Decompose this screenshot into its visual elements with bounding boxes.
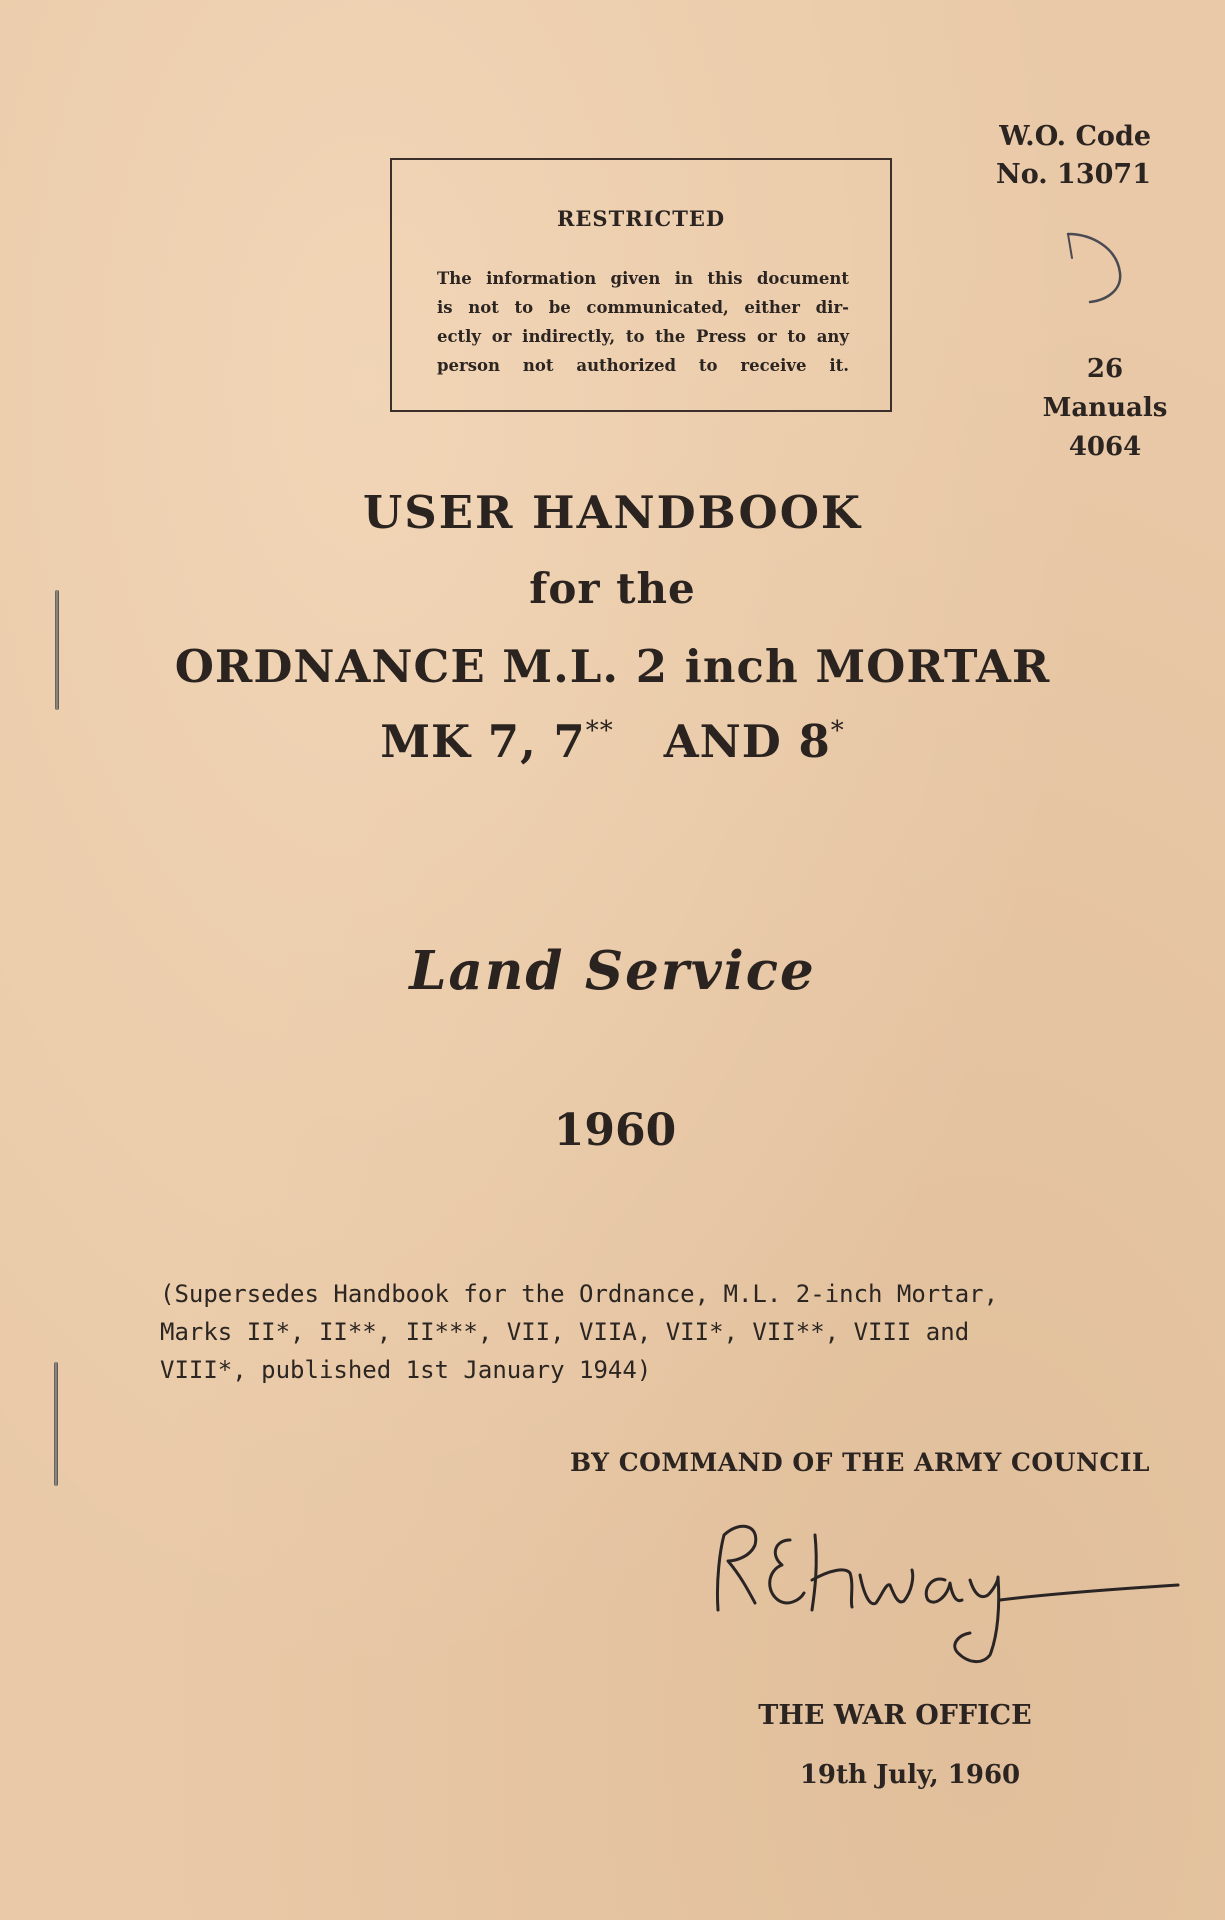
restricted-line: The information given in this document xyxy=(437,269,849,288)
subtitle: Land Service xyxy=(409,940,816,1002)
supersedes-line: Marks II*, II**, II***, VII, VIIA, VII*, VII**, VIII and xyxy=(160,1318,970,1346)
issue-date: 19th July, 1960 xyxy=(799,1760,1021,1790)
title-and-sup: * xyxy=(830,716,845,746)
wo-code-number: No. 13071 xyxy=(996,159,1151,190)
staple-bottom xyxy=(54,1362,58,1486)
signature xyxy=(700,1495,1200,1695)
manuals-block xyxy=(1030,350,1180,467)
restricted-line: person not authorized to receive it. xyxy=(437,356,849,375)
publication-year: 1960 xyxy=(553,1105,677,1156)
title-line-2: for the xyxy=(529,564,696,613)
issuer: THE WAR OFFICE xyxy=(758,1700,1032,1731)
title-line-4 xyxy=(0,715,1225,768)
title-line-1: USER HANDBOOK xyxy=(362,486,863,539)
restricted-title: RESTRICTED xyxy=(556,206,726,231)
wo-code-label: W.O. Code xyxy=(999,121,1151,152)
manuals-number: 26 xyxy=(1086,354,1124,384)
title-mk: MK 7, 7 xyxy=(380,715,586,768)
pencil-mark-icon xyxy=(1062,228,1132,310)
title-mk-sup: ** xyxy=(585,716,614,746)
manuals-label: Manuals xyxy=(1042,393,1168,423)
title-line-3: ORDNANCE M.L. 2 inch MORTAR xyxy=(174,640,1051,693)
supersedes-note xyxy=(160,1275,1120,1389)
supersedes-line: VIII*, published 1st January 1944) xyxy=(160,1356,652,1384)
manuals-code: 4064 xyxy=(1068,432,1142,462)
wo-code-block xyxy=(996,118,1151,194)
restricted-line: is not to be communicated, either dir- xyxy=(437,298,849,317)
supersedes-line: (Supersedes Handbook for the Ordnance, M.L. 2-inch Mortar, xyxy=(160,1280,999,1308)
restricted-notice xyxy=(437,264,849,380)
restricted-line: ectly or indirectly, to the Press or to any xyxy=(437,327,849,346)
command-line: BY COMMAND OF THE ARMY COUNCIL xyxy=(569,1448,1150,1477)
title-and: AND 8 xyxy=(663,715,831,768)
